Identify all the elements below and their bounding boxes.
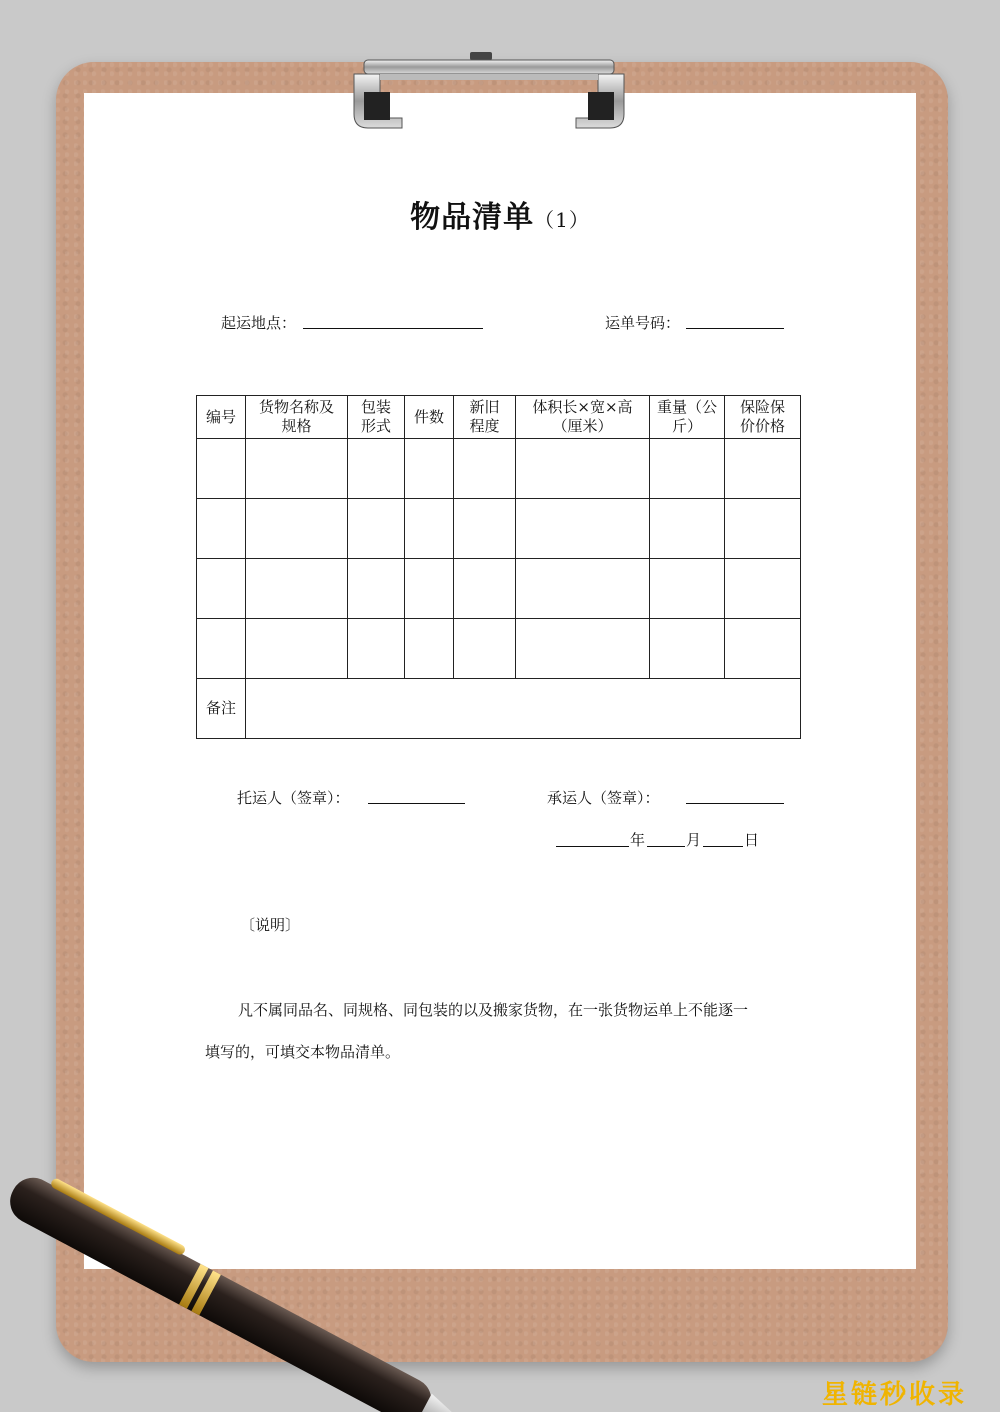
note-line-1: 凡不属同品名、同规格、同包装的以及搬家货物，在一张货物运单上不能逐一 <box>238 1001 749 1019</box>
table-cell[interactable] <box>454 499 516 559</box>
header-cell: 货物名称及 规格 <box>246 396 348 439</box>
table-cell[interactable] <box>725 439 801 499</box>
table-cell[interactable] <box>650 619 725 679</box>
origin-label: 起运地点： <box>221 314 297 332</box>
note-heading: 〔说明〕 <box>240 916 301 934</box>
waybill-input-line[interactable] <box>686 328 784 329</box>
table-cell[interactable] <box>454 439 516 499</box>
note-line-2: 填写的，可填交本物品清单。 <box>205 1043 401 1061</box>
carrier-signature-line[interactable] <box>686 803 784 804</box>
year-input-line[interactable] <box>556 846 629 847</box>
table-cell[interactable] <box>725 619 801 679</box>
header-cell: 包装 形式 <box>348 396 405 439</box>
table-cell[interactable] <box>516 619 650 679</box>
consignor-label: 托运人（签章）： <box>237 789 350 807</box>
month-label: 月 <box>686 831 702 849</box>
table-cell[interactable] <box>516 499 650 559</box>
table-cell[interactable] <box>197 559 246 619</box>
table-cell[interactable] <box>348 559 405 619</box>
header-cell: 重量（公 斤） <box>650 396 725 439</box>
day-input-line[interactable] <box>703 846 743 847</box>
header-cell: 体积长×宽×高 （厘米） <box>516 396 650 439</box>
table-cell[interactable] <box>405 499 454 559</box>
table-header-row <box>197 396 801 439</box>
header-cell: 编号 <box>197 396 246 439</box>
table-cell[interactable] <box>725 559 801 619</box>
header-cell: 件数 <box>405 396 454 439</box>
table-cell[interactable] <box>197 499 246 559</box>
table-cell[interactable] <box>246 499 348 559</box>
header-cell: 保险保 价价格 <box>725 396 801 439</box>
table-cell[interactable] <box>246 559 348 619</box>
table-cell[interactable] <box>197 439 246 499</box>
remark-label: 备注 <box>197 679 246 739</box>
table-cell[interactable] <box>650 559 725 619</box>
remark-cell[interactable] <box>246 679 801 739</box>
table-cell[interactable] <box>454 559 516 619</box>
table-cell[interactable] <box>650 499 725 559</box>
table-cell[interactable] <box>197 619 246 679</box>
consignor-signature-line[interactable] <box>368 803 465 804</box>
title-number: （1） <box>534 208 590 232</box>
origin-input-line[interactable] <box>303 328 483 329</box>
table-cell[interactable] <box>246 619 348 679</box>
waybill-label: 运单号码： <box>605 314 681 332</box>
table-row <box>197 439 801 499</box>
year-label: 年 <box>630 831 646 849</box>
table-row <box>197 499 801 559</box>
header-cell: 新旧 程度 <box>454 396 516 439</box>
binder-clip-icon <box>350 52 628 134</box>
watermark-text: 星链秒收录 <box>822 1380 968 1410</box>
table-cell[interactable] <box>246 439 348 499</box>
table-cell[interactable] <box>405 619 454 679</box>
remark-row <box>197 679 801 739</box>
table-cell[interactable] <box>516 559 650 619</box>
carrier-label: 承运人（签章）： <box>547 789 660 807</box>
table-cell[interactable] <box>348 619 405 679</box>
table-cell[interactable] <box>348 499 405 559</box>
table-cell[interactable] <box>454 619 516 679</box>
table-cell[interactable] <box>348 439 405 499</box>
title-text: 物品清单 <box>410 200 535 235</box>
table-row <box>197 619 801 679</box>
table-row <box>197 559 801 619</box>
month-input-line[interactable] <box>647 846 685 847</box>
fountain-pen-icon <box>0 1150 540 1412</box>
table-cell[interactable] <box>516 439 650 499</box>
table-cell[interactable] <box>650 439 725 499</box>
items-table <box>196 395 801 739</box>
table-cell[interactable] <box>725 499 801 559</box>
document-title <box>0 192 1000 236</box>
table-cell[interactable] <box>405 559 454 619</box>
day-label: 日 <box>744 831 760 849</box>
table-cell[interactable] <box>405 439 454 499</box>
